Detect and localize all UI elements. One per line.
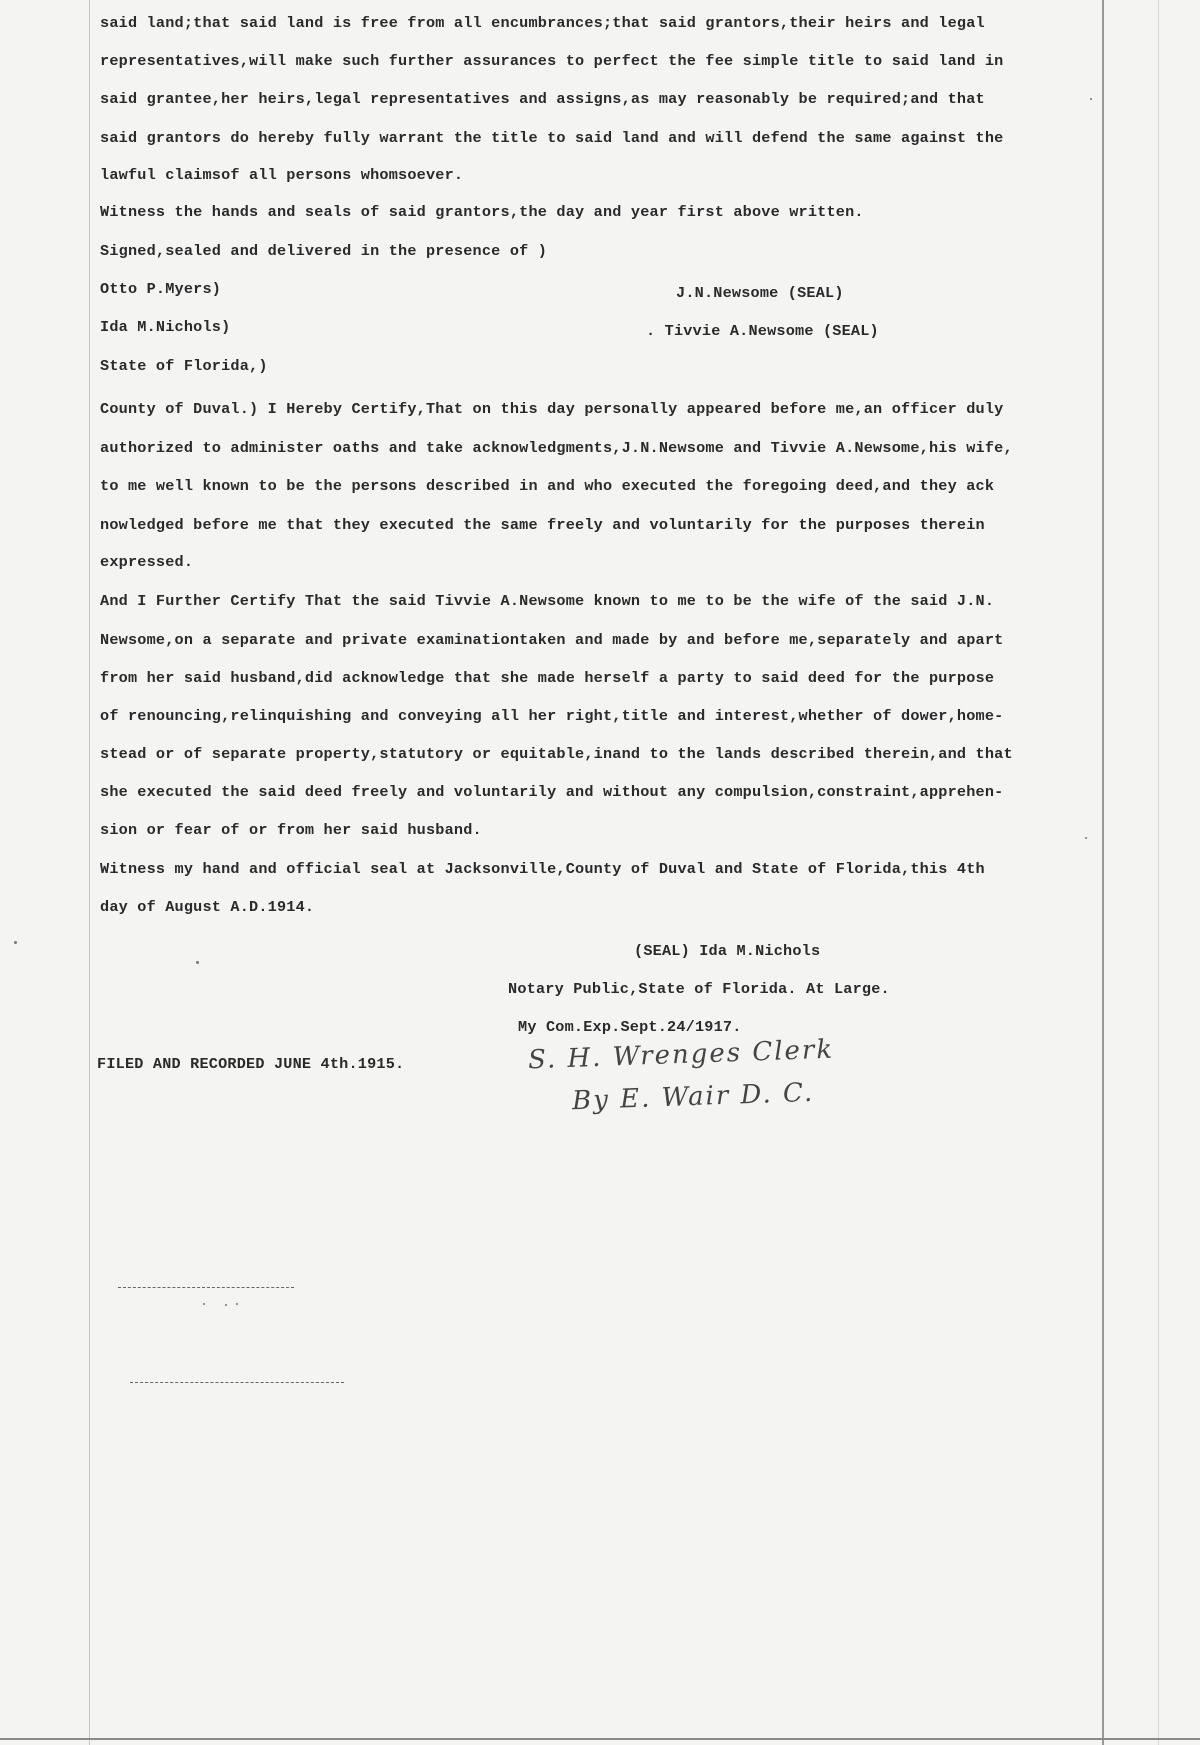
deputy-clerk-signature: By E. Wair D. C. bbox=[571, 1077, 815, 1117]
certificate-line-11: she executed the said deed freely and voluntarily and without any compulsion,constraint,apprehen- bbox=[100, 783, 1004, 801]
notary-title: Notary Public,State of Florida. At Large. bbox=[508, 980, 890, 998]
certificate-line-7: Newsome,on a separate and private examinationtaken and made by and before me,separately and apart bbox=[100, 631, 1004, 649]
scan-speck bbox=[196, 961, 199, 964]
body-line-3: said grantee,her heirs,legal representatives and assigns,as may reasonably be required;and that bbox=[100, 90, 985, 108]
body-line-6: Witness the hands and seals of said grantors,the day and year first above written. bbox=[100, 203, 864, 221]
scan-speck bbox=[1090, 98, 1092, 100]
notary-name: (SEAL) Ida M.Nichols bbox=[634, 942, 821, 960]
scan-speck bbox=[14, 941, 17, 944]
certificate-line-3: to me well known to be the persons described in and who executed the foregoing deed,and they ack bbox=[100, 477, 995, 495]
certificate-line-13: Witness my hand and official seal at Jacksonville,County of Duval and State of Florida,this 4th bbox=[100, 860, 985, 878]
scan-speck bbox=[236, 1303, 238, 1305]
certificate-line-4: nowledged before me that they executed the same freely and voluntarily for the purposes therein bbox=[100, 516, 985, 534]
clerk-signature: S. H. Wrenges Clerk bbox=[527, 1034, 835, 1076]
page-edge-rule bbox=[1158, 0, 1159, 1745]
bottom-edge-rule bbox=[0, 1738, 1200, 1740]
state-line: State of Florida,) bbox=[100, 357, 268, 375]
body-line-2: representatives,will make such further assurances to perfect the fee simple title to said land in bbox=[100, 52, 1004, 70]
witness-1: Otto P.Myers) bbox=[100, 280, 222, 298]
filed-and-recorded: FILED AND RECORDED JUNE 4th.1915. bbox=[97, 1055, 405, 1073]
witness-2: Ida M.Nichols) bbox=[100, 318, 231, 336]
scan-speck bbox=[1085, 837, 1087, 839]
certificate-line-2: authorized to administer oaths and take acknowledgments,J.N.Newsome and Tivvie A.Newsome,his wife, bbox=[100, 439, 1013, 457]
body-line-4: said grantors do hereby fully warrant the title to said land and will defend the same against the bbox=[100, 129, 1004, 147]
grantor-1: J.N.Newsome (SEAL) bbox=[676, 284, 844, 302]
dashed-rule-1 bbox=[118, 1287, 294, 1288]
notary-commission: My Com.Exp.Sept.24/1917. bbox=[518, 1018, 742, 1036]
certificate-line-1: County of Duval.) I Hereby Certify,That on this day personally appeared before me,an officer duly bbox=[100, 400, 1004, 418]
scan-speck bbox=[203, 1303, 205, 1305]
body-line-1: said land;that said land is free from all encumbrances;that said grantors,their heirs and legal bbox=[100, 14, 985, 32]
body-line-5: lawful claimsof all persons whomsoever. bbox=[100, 166, 464, 184]
certificate-line-5: expressed. bbox=[100, 553, 194, 571]
certificate-line-10: stead or of separate property,statutory or equitable,inand to the lands described therein,and that bbox=[100, 745, 1013, 763]
body-line-7: Signed,sealed and delivered in the presence of ) bbox=[100, 242, 548, 260]
certificate-line-9: of renouncing,relinquishing and conveying all her right,title and interest,whether of dower,home- bbox=[100, 707, 1004, 725]
grantor-2: . Tivvie A.Newsome (SEAL) bbox=[646, 322, 879, 340]
dashed-rule-2 bbox=[130, 1382, 344, 1383]
left-margin-rule bbox=[89, 0, 90, 1745]
scan-speck bbox=[225, 1304, 227, 1306]
certificate-line-8: from her said husband,did acknowledge that she made herself a party to said deed for the purpose bbox=[100, 669, 995, 687]
certificate-line-14: day of August A.D.1914. bbox=[100, 898, 315, 916]
right-margin-rule bbox=[1102, 0, 1104, 1745]
certificate-line-12: sion or fear of or from her said husband. bbox=[100, 821, 482, 839]
certificate-line-6: And I Further Certify That the said Tivvie A.Newsome known to me to be the wife of the said J.N. bbox=[100, 592, 995, 610]
